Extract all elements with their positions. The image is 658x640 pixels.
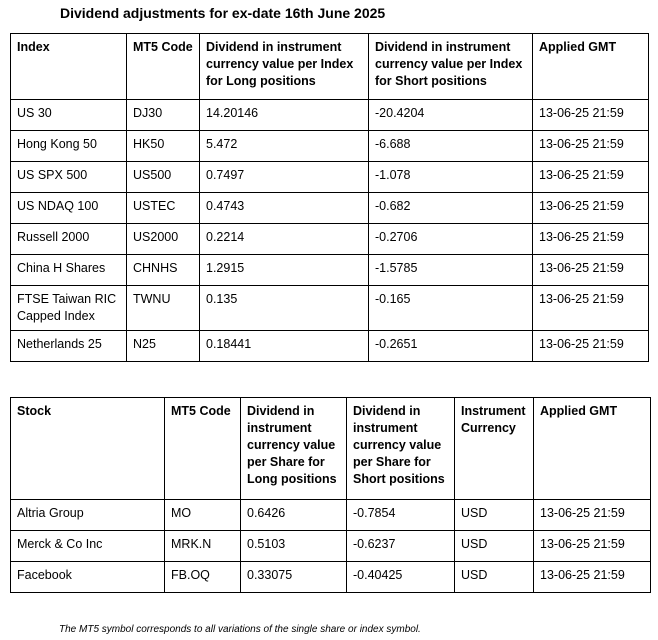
cell-dividend-short: -1.078 bbox=[369, 162, 533, 193]
cell-index: China H Shares bbox=[11, 255, 127, 286]
table-row bbox=[11, 193, 649, 224]
table-header-row bbox=[11, 398, 651, 500]
header-applied-gmt: Applied GMT bbox=[533, 34, 649, 100]
cell-index: US 30 bbox=[11, 100, 127, 131]
cell-mt5-code: MRK.N bbox=[165, 531, 241, 562]
cell-mt5-code: FB.OQ bbox=[165, 562, 241, 593]
header-dividend-short: Dividend in instrument currency value per Share for Short positions bbox=[347, 398, 455, 500]
cell-applied-gmt: 13-06-25 21:59 bbox=[534, 531, 651, 562]
cell-instrument-currency: USD bbox=[455, 500, 534, 531]
table-row bbox=[11, 331, 649, 362]
header-index: Index bbox=[11, 34, 127, 100]
cell-index: Hong Kong 50 bbox=[11, 131, 127, 162]
cell-dividend-short: -0.682 bbox=[369, 193, 533, 224]
cell-mt5-code: USTEC bbox=[127, 193, 200, 224]
table-row bbox=[11, 562, 651, 593]
cell-index: Netherlands 25 bbox=[11, 331, 127, 362]
cell-dividend-short: -0.6237 bbox=[347, 531, 455, 562]
cell-mt5-code: TWNU bbox=[127, 286, 200, 331]
cell-applied-gmt: 13-06-25 21:59 bbox=[533, 224, 649, 255]
cell-applied-gmt: 13-06-25 21:59 bbox=[533, 255, 649, 286]
cell-applied-gmt: 13-06-25 21:59 bbox=[534, 500, 651, 531]
cell-mt5-code: US500 bbox=[127, 162, 200, 193]
cell-dividend-short: -0.2651 bbox=[369, 331, 533, 362]
cell-dividend-long: 1.2915 bbox=[200, 255, 369, 286]
header-mt5-code: MT5 Code bbox=[127, 34, 200, 100]
cell-dividend-long: 0.4743 bbox=[200, 193, 369, 224]
cell-stock: Merck & Co Inc bbox=[11, 531, 165, 562]
header-stock: Stock bbox=[11, 398, 165, 500]
index-dividend-table bbox=[10, 33, 649, 362]
cell-index: US SPX 500 bbox=[11, 162, 127, 193]
page-title: Dividend adjustments for ex-date 16th June 2025 bbox=[60, 5, 386, 21]
cell-mt5-code: CHNHS bbox=[127, 255, 200, 286]
stock-dividend-table bbox=[10, 397, 651, 593]
cell-applied-gmt: 13-06-25 21:59 bbox=[533, 131, 649, 162]
table-row bbox=[11, 131, 649, 162]
header-mt5-code: MT5 Code bbox=[165, 398, 241, 500]
cell-stock: Altria Group bbox=[11, 500, 165, 531]
cell-dividend-long: 0.18441 bbox=[200, 331, 369, 362]
cell-dividend-short: -20.4204 bbox=[369, 100, 533, 131]
table-row bbox=[11, 286, 649, 331]
cell-dividend-long: 0.6426 bbox=[241, 500, 347, 531]
table-row bbox=[11, 162, 649, 193]
cell-applied-gmt: 13-06-25 21:59 bbox=[533, 162, 649, 193]
cell-stock: Facebook bbox=[11, 562, 165, 593]
footnote: The MT5 symbol corresponds to all variations of the single share or index symbol. bbox=[59, 624, 421, 635]
cell-applied-gmt: 13-06-25 21:59 bbox=[533, 100, 649, 131]
cell-dividend-long: 14.20146 bbox=[200, 100, 369, 131]
cell-instrument-currency: USD bbox=[455, 562, 534, 593]
cell-dividend-long: 0.33075 bbox=[241, 562, 347, 593]
table-row bbox=[11, 224, 649, 255]
cell-applied-gmt: 13-06-25 21:59 bbox=[534, 562, 651, 593]
cell-dividend-long: 5.472 bbox=[200, 131, 369, 162]
cell-mt5-code: DJ30 bbox=[127, 100, 200, 131]
table-row bbox=[11, 531, 651, 562]
header-dividend-short: Dividend in instrument currency value per Index for Short positions bbox=[369, 34, 533, 100]
cell-dividend-short: -0.40425 bbox=[347, 562, 455, 593]
cell-dividend-short: -1.5785 bbox=[369, 255, 533, 286]
cell-applied-gmt: 13-06-25 21:59 bbox=[533, 331, 649, 362]
table-row bbox=[11, 100, 649, 131]
cell-applied-gmt: 13-06-25 21:59 bbox=[533, 286, 649, 331]
cell-mt5-code: US2000 bbox=[127, 224, 200, 255]
cell-instrument-currency: USD bbox=[455, 531, 534, 562]
cell-index: Russell 2000 bbox=[11, 224, 127, 255]
table-row bbox=[11, 255, 649, 286]
cell-dividend-long: 0.5103 bbox=[241, 531, 347, 562]
cell-mt5-code: HK50 bbox=[127, 131, 200, 162]
header-dividend-long: Dividend in instrument currency value per Share for Long positions bbox=[241, 398, 347, 500]
cell-mt5-code: N25 bbox=[127, 331, 200, 362]
cell-dividend-short: -0.2706 bbox=[369, 224, 533, 255]
cell-index: FTSE Taiwan RIC Capped Index bbox=[11, 286, 127, 331]
cell-dividend-short: -0.165 bbox=[369, 286, 533, 331]
cell-index: US NDAQ 100 bbox=[11, 193, 127, 224]
cell-dividend-long: 0.7497 bbox=[200, 162, 369, 193]
cell-dividend-short: -6.688 bbox=[369, 131, 533, 162]
header-instrument-currency: Instrument Currency bbox=[455, 398, 534, 500]
cell-dividend-long: 0.135 bbox=[200, 286, 369, 331]
table-header-row bbox=[11, 34, 649, 100]
header-applied-gmt: Applied GMT bbox=[534, 398, 651, 500]
table-row bbox=[11, 500, 651, 531]
cell-applied-gmt: 13-06-25 21:59 bbox=[533, 193, 649, 224]
cell-dividend-short: -0.7854 bbox=[347, 500, 455, 531]
header-dividend-long: Dividend in instrument currency value per Index for Long positions bbox=[200, 34, 369, 100]
cell-mt5-code: MO bbox=[165, 500, 241, 531]
cell-dividend-long: 0.2214 bbox=[200, 224, 369, 255]
